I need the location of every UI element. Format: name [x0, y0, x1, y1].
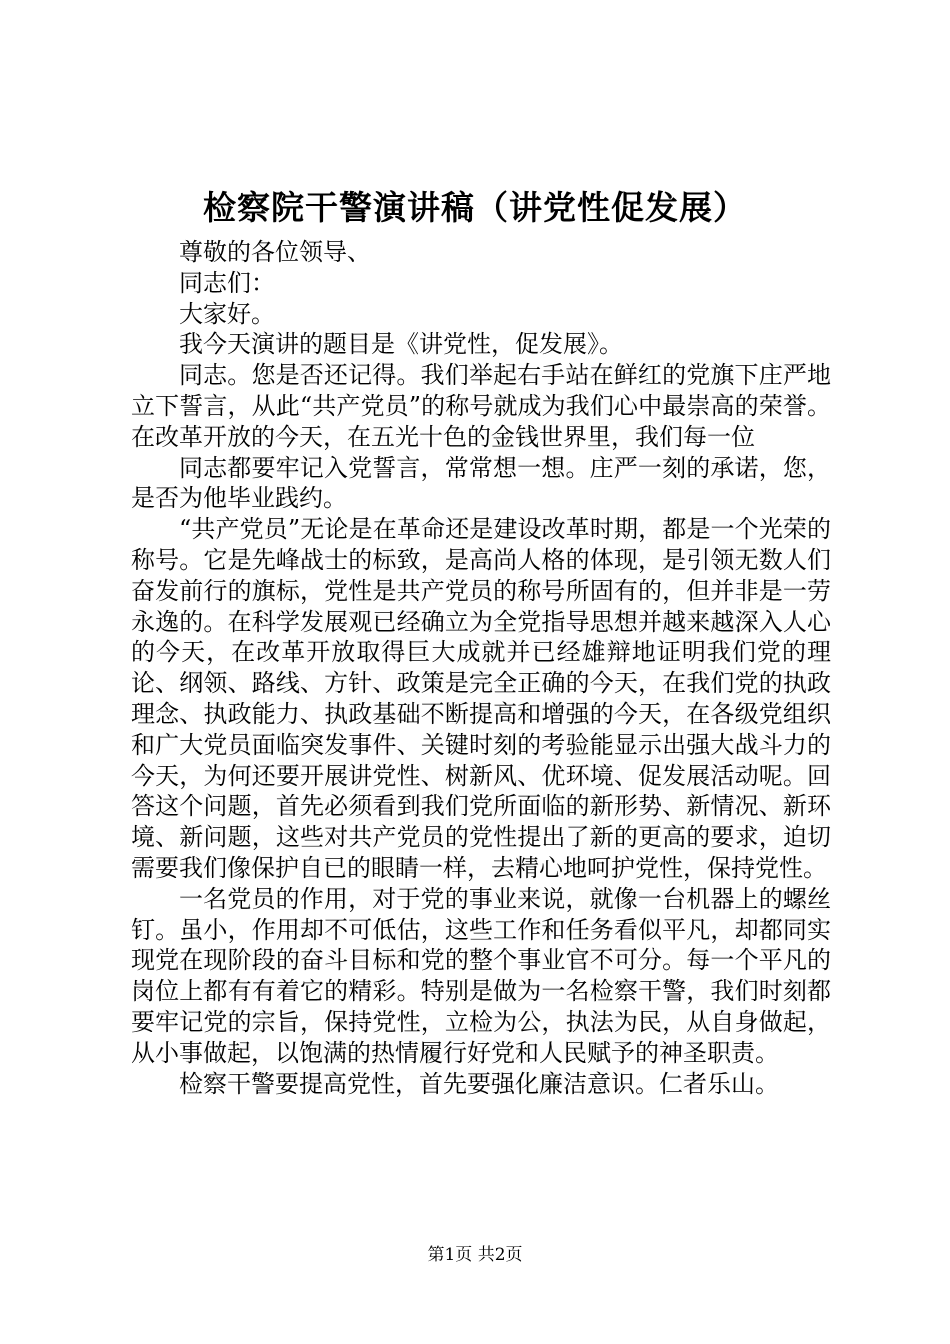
paragraph-greeting: 大家好。 [179, 299, 275, 328]
page-number-footer: 第1页 共2页 [427, 1245, 523, 1265]
paragraph-body: “共产党员”无论是在革命还是建设改革时期，都是一个光荣的称号。它是先峰战士的标致，是高尚人格的体现，是引领无数人们奋发前行的旗标，党性是共产党员的称号所固有的，但并非是一劳永逸的。在科学发展观已经确立为全党指导思想并越来越深入人心的今天，在改革开放取得巨大成就并已经雄辩地证明我们党的理论、纲领、路线、方针、政策是完全正确的今天，在我们党的执政理念、执政能力、执政基础不断提高和增强的今天，在各级党组织和广大党员面临突发事件、关键时刻的考验能显示出强大战斗力的今天，为何还要开展讲党性、树新风、优环境、促发展活动呢。回答这个问题，首先必须看到我们党所面临的新形势、新情况、新环境、新问题，这些对共产党员的党性提出了新的更高的要求，迫切需要我们像保护自已的眼睛一样，去精心地呵护党性，保持党性。 [131, 515, 831, 882]
document-body [131, 237, 831, 1099]
paragraph-body: 检察干警要提高党性，首先要强化廉洁意识。仁者乐山。 [179, 1069, 779, 1098]
paragraph-topic: 我今天演讲的题目是《讲党性，促发展》。 [179, 330, 623, 359]
paragraph-salutation-2: 同志们： [179, 268, 275, 297]
document-title: 检察院干警演讲稿（讲党性促发展） [203, 188, 747, 227]
paragraph-salutation-1: 尊敬的各位领导、 [179, 238, 371, 266]
paragraph-body: 一名党员的作用，对于党的事业来说，就像一台机器上的螺丝钉。虽小，作用却不可低估，这些工作和任务看似平凡，却都同实现党在现阶段的奋斗目标和党的整个事业官不可分。每一个平凡的岗位上都有有着它的精彩。特别是做为一名检察干警，我们时刻都要牢记党的宗旨，保持党性，立检为公，执法为民，从自身做起，从小事做起，以饱满的热情履行好党和人民赋予的神圣职责。 [131, 884, 831, 1067]
paragraph-body: 同志都要牢记入党誓言，常常想一想。庄严一刻的承诺，您，是否为他毕业践约。 [131, 453, 831, 513]
paragraph-body: 同志。您是否还记得。我们举起右手站在鲜红的党旗下庄严地立下誓言，从此“共产党员”的称号就成为我们心中最崇高的荣誉。在改革开放的今天，在五光十色的金钱世界里，我们每一位 [131, 361, 831, 451]
